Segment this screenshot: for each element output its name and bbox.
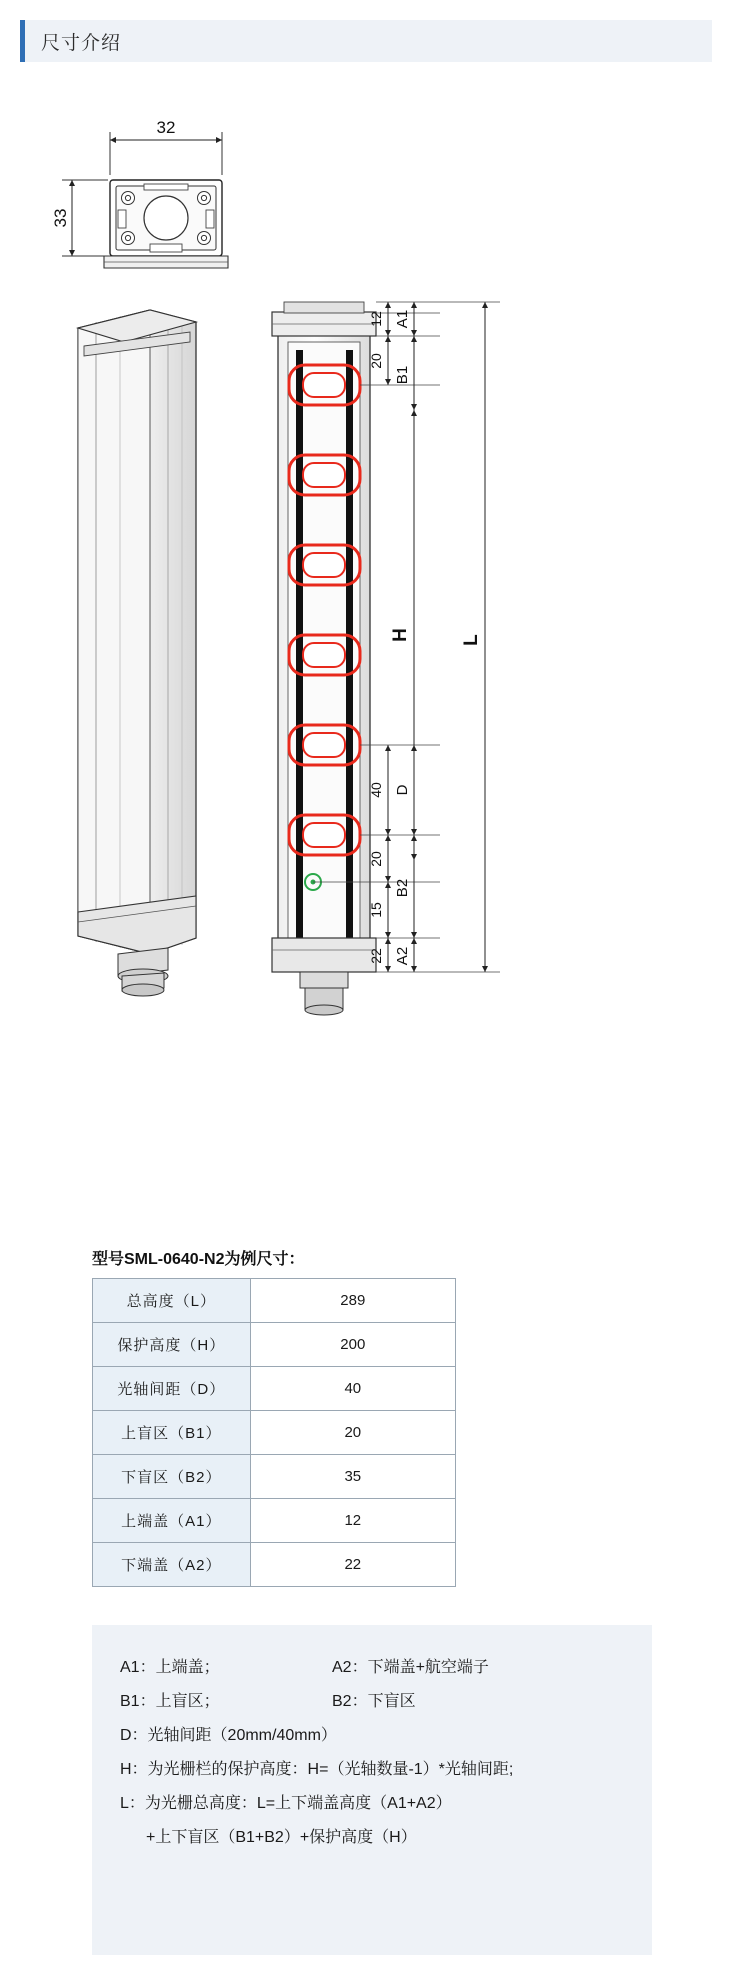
svg-text:32: 32 [156, 118, 176, 137]
table-cell-value: 20 [250, 1411, 455, 1455]
dimension-drawing [0, 70, 732, 1200]
table-cell-value: 12 [250, 1499, 455, 1543]
svg-text:D: D [394, 784, 411, 796]
legend-b2: B2：下盲区 [332, 1693, 416, 1710]
table-cell-value: 40 [250, 1367, 455, 1411]
dimension-table [92, 1278, 456, 1587]
table-row [93, 1455, 456, 1499]
legend-l-line1: L：为光栅总高度：L=上下端盖高度（A1+A2） [120, 1795, 452, 1812]
svg-text:20: 20 [368, 353, 384, 369]
front-view-drawing [272, 302, 500, 1015]
svg-text:H: H [390, 628, 411, 642]
table-row [93, 1543, 456, 1587]
table-caption: 型号SML-0640-N2为例尺寸： [92, 1251, 305, 1268]
table-row [93, 1499, 456, 1543]
legend-row [120, 1685, 624, 1719]
svg-text:B2: B2 [394, 878, 411, 898]
table-cell-value: 35 [250, 1455, 455, 1499]
svg-text:L: L [461, 634, 482, 646]
svg-text:20: 20 [368, 851, 384, 867]
table-cell-label: 光轴间距（D） [93, 1367, 251, 1411]
perspective-view-drawing [78, 310, 196, 996]
table-cell-label: 保护高度（H） [93, 1323, 251, 1367]
table-cell-label: 上端盖（A1） [93, 1499, 251, 1543]
legend-row [120, 1651, 624, 1685]
svg-text:A2: A2 [394, 946, 411, 966]
svg-text:33: 33 [51, 208, 70, 228]
legend-box [92, 1625, 652, 1955]
table-cell-label: 上盲区（B1） [93, 1411, 251, 1455]
svg-text:B1: B1 [394, 365, 411, 385]
table-cell-label: 下端盖（A2） [93, 1543, 251, 1587]
top-view-drawing [51, 118, 228, 268]
table-row [93, 1279, 456, 1323]
table-cell-label: 下盲区（B2） [93, 1455, 251, 1499]
table-row [93, 1367, 456, 1411]
svg-text:12: 12 [368, 311, 384, 327]
table-cell-value: 22 [250, 1543, 455, 1587]
table-row [93, 1323, 456, 1367]
legend-l-line2: +上下盲区（B1+B2）+保护高度（H） [146, 1829, 417, 1846]
svg-text:A1: A1 [394, 309, 411, 329]
legend-a2: A2：下端盖+航空端子 [332, 1659, 489, 1676]
section-header [20, 20, 712, 62]
table-cell-label: 总高度（L） [93, 1279, 251, 1323]
svg-text:22: 22 [368, 948, 384, 964]
legend-a1: A1：上端盖； [120, 1659, 220, 1676]
table-cell-value: 289 [250, 1279, 455, 1323]
table-row [93, 1411, 456, 1455]
legend-b1: B1：上盲区； [120, 1693, 220, 1710]
header-accent-bar [20, 20, 25, 62]
table-cell-value: 200 [250, 1323, 455, 1367]
svg-text:40: 40 [368, 782, 384, 798]
legend-d: D：光轴间距（20mm/40mm） [120, 1727, 337, 1744]
page-title: 尺寸介绍 [41, 32, 122, 54]
svg-text:15: 15 [368, 902, 384, 918]
legend-h: H：为光栅栏的保护高度：H=（光轴数量-1）*光轴间距; [120, 1761, 514, 1778]
